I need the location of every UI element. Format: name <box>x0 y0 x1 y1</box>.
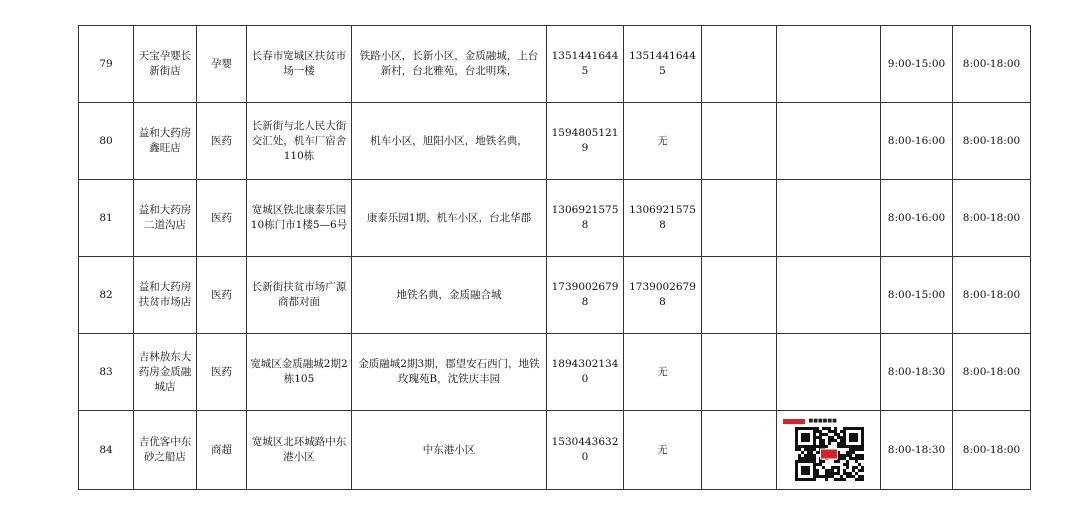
phone-secondary: 无 <box>624 411 702 490</box>
delivery-area: 铁路小区，长新小区，金质融城，上台新村，台北雅苑，台北明珠， <box>352 26 547 103</box>
phone-primary: 13069215758 <box>547 180 624 257</box>
qr-module <box>804 448 807 451</box>
qr-module <box>840 457 843 460</box>
qr-module <box>849 457 852 460</box>
qr-module <box>819 430 822 433</box>
qr-module <box>804 457 807 460</box>
qr-module <box>831 469 834 472</box>
qr-module <box>834 433 837 436</box>
qr-module <box>846 460 849 463</box>
qr-module <box>819 442 822 445</box>
qr-module <box>846 472 849 475</box>
row-number: 82 <box>79 257 134 334</box>
qr-module <box>819 463 822 466</box>
table-row <box>79 257 1031 334</box>
hours-primary: 8:00-16:00 <box>881 103 953 180</box>
qr-module <box>846 463 849 466</box>
hours-primary: 8:00-18:30 <box>881 411 953 490</box>
table-row <box>79 26 1031 103</box>
row-number: 83 <box>79 334 134 411</box>
store-name: 天宝孕婴长新街店 <box>134 26 197 103</box>
qr-module <box>816 427 819 430</box>
qr-module <box>849 448 852 451</box>
empty-cell <box>702 26 777 103</box>
hours-primary: 8:00-16:00 <box>881 180 953 257</box>
qr-module <box>810 454 813 457</box>
qr-module <box>846 454 849 457</box>
qr-module <box>861 457 864 460</box>
phone-secondary: 17390026798 <box>624 257 702 334</box>
qr-module <box>849 475 852 478</box>
qr-module <box>840 436 843 439</box>
qr-module <box>834 460 837 463</box>
qr-module <box>822 475 825 478</box>
qr-module <box>855 460 858 463</box>
qr-module <box>816 472 819 475</box>
qr-module <box>855 454 858 457</box>
qr-module <box>813 454 816 457</box>
qr-module <box>822 442 825 445</box>
store-name: 吉林敖东大药房金质融城店 <box>134 334 197 411</box>
empty-cell <box>702 103 777 180</box>
qr-code-block <box>780 419 877 482</box>
qr-module <box>837 478 840 481</box>
qr-module <box>807 451 810 454</box>
hours-primary: 9:00-15:00 <box>881 26 953 103</box>
empty-cell <box>702 411 777 490</box>
qr-module <box>831 430 834 433</box>
qr-module <box>828 436 831 439</box>
qr-module <box>819 436 822 439</box>
qr-module <box>861 478 864 481</box>
qr-cell <box>777 103 881 180</box>
qr-module <box>837 472 840 475</box>
qr-module <box>843 457 846 460</box>
qr-module <box>858 457 861 460</box>
qr-module <box>819 475 822 478</box>
store-type: 医药 <box>197 180 247 257</box>
qr-module <box>822 427 825 430</box>
store-type: 医药 <box>197 103 247 180</box>
store-type: 孕婴 <box>197 26 247 103</box>
empty-cell <box>702 334 777 411</box>
qr-cell <box>777 257 881 334</box>
qr-module <box>816 430 819 433</box>
qr-module <box>810 451 813 454</box>
store-name: 吉优客中东砂之船店 <box>134 411 197 490</box>
store-address: 宽城区金质融城2期2栋105 <box>247 334 352 411</box>
qr-module <box>825 427 828 430</box>
hours-secondary: 8:00-18:00 <box>953 180 1031 257</box>
store-address: 长新街扶贫市场广源商都对面 <box>247 257 352 334</box>
qr-cell <box>777 26 881 103</box>
qr-module <box>828 439 831 442</box>
phone-secondary: 无 <box>624 103 702 180</box>
qr-module <box>831 436 834 439</box>
store-address: 长春市宽城区扶贫市场一楼 <box>247 26 352 103</box>
qr-module <box>834 478 837 481</box>
qr-cell <box>777 180 881 257</box>
delivery-area: 康泰乐园1期，机车小区，台北华郡 <box>352 180 547 257</box>
qr-module <box>834 439 837 442</box>
qr-module <box>828 472 831 475</box>
qr-module <box>822 433 825 436</box>
qr-module <box>828 430 831 433</box>
store-name: 益和大药房扶贫市场店 <box>134 257 197 334</box>
qr-module <box>840 442 843 445</box>
store-name: 益和大药房鑫旺店 <box>134 103 197 180</box>
qr-module <box>846 475 849 478</box>
qr-module <box>855 457 858 460</box>
qr-module <box>822 466 825 469</box>
store-table <box>78 25 1031 490</box>
qr-brand-tag <box>783 419 805 424</box>
qr-module <box>843 478 846 481</box>
qr-module <box>801 451 804 454</box>
qr-cell <box>777 334 881 411</box>
qr-module <box>822 439 825 442</box>
qr-module <box>816 436 819 439</box>
row-number: 80 <box>79 103 134 180</box>
qr-module <box>852 469 855 472</box>
qr-module <box>837 436 840 439</box>
qr-module <box>828 442 831 445</box>
qr-module <box>861 466 864 469</box>
hours-secondary: 8:00-18:00 <box>953 26 1031 103</box>
qr-module <box>810 448 813 451</box>
qr-module <box>816 475 819 478</box>
qr-module <box>837 469 840 472</box>
qr-module <box>855 478 858 481</box>
qr-module <box>858 448 861 451</box>
store-name: 益和大药房二道沟店 <box>134 180 197 257</box>
table-row <box>79 334 1031 411</box>
qr-module <box>846 466 849 469</box>
qr-module <box>843 454 846 457</box>
delivery-area: 地铁名典，金质融合城 <box>352 257 547 334</box>
table-row <box>79 180 1031 257</box>
qr-module <box>840 445 843 448</box>
row-number: 81 <box>79 180 134 257</box>
qr-module <box>813 457 816 460</box>
qr-module <box>834 466 837 469</box>
phone-primary: 13514416445 <box>547 26 624 103</box>
qr-module <box>816 445 819 448</box>
qr-header <box>783 419 875 424</box>
qr-module <box>861 448 864 451</box>
qr-caption: ■■■■■■ <box>808 417 837 424</box>
hours-secondary: 8:00-18:00 <box>953 334 1031 411</box>
phone-primary: 15304436320 <box>547 411 624 490</box>
qr-module <box>807 448 810 451</box>
qr-module <box>819 445 822 448</box>
qr-module <box>840 430 843 433</box>
qr-module <box>852 448 855 451</box>
phone-secondary: 13069215758 <box>624 180 702 257</box>
hours-primary: 8:00-18:30 <box>881 334 953 411</box>
delivery-area: 中东港小区 <box>352 411 547 490</box>
qr-center-logo <box>820 449 838 460</box>
qr-module <box>822 460 825 463</box>
phone-primary: 17390026798 <box>547 257 624 334</box>
qr-module <box>801 466 810 475</box>
phone-primary: 18943021340 <box>547 334 624 411</box>
qr-cell <box>777 411 881 490</box>
qr-module <box>861 475 864 478</box>
empty-cell <box>702 180 777 257</box>
qr-module <box>828 427 831 430</box>
qr-module <box>849 472 852 475</box>
hours-secondary: 8:00-18:00 <box>953 257 1031 334</box>
qr-module <box>825 475 828 478</box>
qr-module <box>828 475 831 478</box>
hours-secondary: 8:00-18:00 <box>953 411 1031 490</box>
qr-module <box>819 460 822 463</box>
table-row <box>79 103 1031 180</box>
qr-module <box>831 439 834 442</box>
qr-module <box>855 472 858 475</box>
qr-module <box>861 454 864 457</box>
store-address: 宽城区北环城路中东港小区 <box>247 411 352 490</box>
qr-module <box>816 451 819 454</box>
qr-module <box>834 472 837 475</box>
qr-module <box>858 469 861 472</box>
qr-module <box>804 454 807 457</box>
row-number: 84 <box>79 411 134 490</box>
qr-module <box>816 463 819 466</box>
delivery-area: 金质融城2期3期，郡望安石西门，地铁玫瑰苑B，沈铁庆丰园 <box>352 334 547 411</box>
qr-module <box>807 457 810 460</box>
qr-module <box>858 475 861 478</box>
qr-code-icon <box>794 427 864 482</box>
qr-module <box>843 469 846 472</box>
qr-module <box>819 433 822 436</box>
hours-primary: 8:00-15:00 <box>881 257 953 334</box>
qr-module <box>840 478 843 481</box>
qr-module <box>849 451 852 454</box>
table-row <box>79 411 1031 490</box>
qr-module <box>852 466 855 469</box>
qr-module <box>858 478 861 481</box>
qr-module <box>831 472 834 475</box>
store-type: 医药 <box>197 334 247 411</box>
qr-module <box>855 466 858 469</box>
hours-secondary: 8:00-18:00 <box>953 103 1031 180</box>
qr-module <box>798 457 801 460</box>
qr-module <box>834 430 837 433</box>
qr-module <box>825 478 828 481</box>
row-number: 79 <box>79 26 134 103</box>
qr-module <box>837 445 840 448</box>
qr-module <box>831 475 834 478</box>
qr-module <box>801 457 804 460</box>
qr-module <box>825 445 828 448</box>
delivery-area: 机车小区，旭阳小区，地铁名典， <box>352 103 547 180</box>
qr-module <box>852 457 855 460</box>
qr-module <box>807 454 810 457</box>
qr-module <box>843 463 846 466</box>
qr-module <box>840 454 843 457</box>
store-type: 商超 <box>197 411 247 490</box>
qr-module <box>813 448 816 451</box>
qr-module <box>822 445 825 448</box>
qr-module <box>825 472 828 475</box>
qr-module <box>858 454 861 457</box>
qr-module <box>852 451 855 454</box>
qr-module <box>843 472 846 475</box>
empty-cell <box>702 257 777 334</box>
qr-module <box>819 439 822 442</box>
qr-module <box>795 448 798 451</box>
qr-module <box>837 460 840 463</box>
qr-module <box>837 442 840 445</box>
qr-module <box>825 469 828 472</box>
qr-module <box>855 448 858 451</box>
qr-module <box>801 433 810 442</box>
qr-module <box>837 433 840 436</box>
qr-module <box>834 427 837 430</box>
qr-module <box>825 433 828 436</box>
phone-secondary: 13514416445 <box>624 26 702 103</box>
store-address: 宽城区铁北康泰乐园10栋门市1楼5—6号 <box>247 180 352 257</box>
qr-module <box>849 454 852 457</box>
qr-module <box>858 463 861 466</box>
qr-module <box>840 439 843 442</box>
qr-module <box>828 469 831 472</box>
phone-primary: 15948051219 <box>547 103 624 180</box>
qr-module <box>840 475 843 478</box>
qr-module <box>846 451 849 454</box>
store-type: 医药 <box>197 257 247 334</box>
qr-module <box>816 469 819 472</box>
qr-module <box>861 469 864 472</box>
phone-secondary: 无 <box>624 334 702 411</box>
store-address: 长新街与北人民大街交汇处，机车厂宿舍110栋 <box>247 103 352 180</box>
qr-module <box>798 448 801 451</box>
qr-module <box>810 457 813 460</box>
qr-module <box>831 466 834 469</box>
qr-module <box>852 475 855 478</box>
qr-module <box>798 454 801 457</box>
qr-module <box>849 433 858 442</box>
qr-module <box>837 466 840 469</box>
